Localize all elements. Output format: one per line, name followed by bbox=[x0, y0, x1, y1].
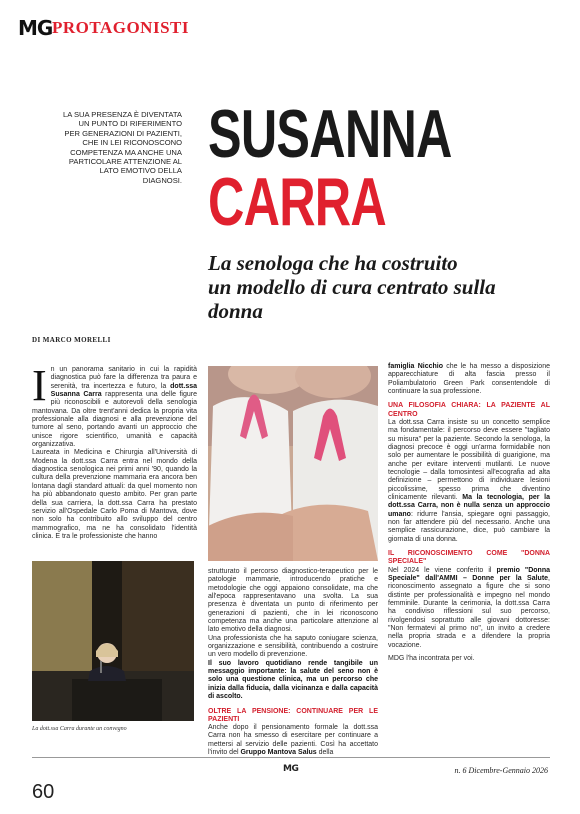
paragraph: Laureata in Medicina e Chirurgia all'Università di Modena la dott.ssa Carra entra nel mondo della diagnostica senologica nei primi anni '90, quando la cultura della prevenzione mammaria era ancora ben lontana dagli standard attuali: da quel momento non ha più abbandonato questo ambito. Per gran parte della sua carriera, la dott.ssa Carra ha prestato servizio all'Ospedale Carlo Poma di Mantova, dove non solo ha contribuito allo sviluppo del centro mammografico, ma ne ha consolidato l'identità clinica. E tra le professioniste che hanno bbox=[32, 449, 197, 540]
byline: DI MARCO MORELLI bbox=[32, 336, 111, 344]
paragraph: strutturato il percorso diagnostico-terapeutico per le patologie mammarie, introducendo pratiche e metodologie che oggi appaiono consolidate, ma che all'epoca rappresentavano una svolta. La sua presenza è diventata un punto di riferimento per generazioni di pazienti, che in lei riconoscono competenza ma anche una particolare attenzione al lato emotivo della diagnosi. bbox=[208, 568, 378, 634]
text-run: La dott.ssa Carra insiste su un concetto semplice ma fondamentale: il percorso deve essere "tagliato su misura" per la paziente. Secondo la senologa, la diagnosi precoce è oggi un'arma formidabile non solo per aumentare le possibilità di guarigione, ma anche per evitare interventi mutilanti. Le nuove tecnologie – dalla tomosintesi all'ecografia ad alta definizione – permettono di individuare lesioni piccolissime, spesso prima che diventino clinicamente rilevanti. bbox=[388, 418, 550, 502]
text-run: n un panorama sanitario in cui la rapidità diagnostica può fare la differenza tra paura e serenità, tra incertezza e futuro, la bbox=[50, 366, 197, 390]
text-run: Nel 2024 le viene conferito il bbox=[388, 566, 497, 574]
text-bold: dott.ssa Susanna Carra bbox=[50, 382, 197, 399]
text-bold: Il suo lavoro quotidiano rende tangibile un messaggio importante: la salute del seno non è solo una questione clinica, ma un percorso che inizia dalla fiducia, dalla vicinanza e dalla capacità di ascolto. bbox=[208, 659, 378, 701]
magazine-logo: MG bbox=[18, 16, 53, 40]
paragraph: MDG l'ha incontrata per voi. bbox=[388, 655, 475, 663]
text-run: Anche dopo il pensionamento formale la dott.ssa Carra non ha smesso di esercitare per continuare a mettersi al servizio delle pazienti. Così ha accettato l'invito del bbox=[208, 724, 378, 757]
text-bold: famiglia Nicchio bbox=[388, 363, 443, 370]
paragraph: Una professionista che ha saputo coniugare scienza, organizzazione e sensibilità, contribuendo a costruire un vero modello di prevenzione. bbox=[208, 634, 378, 659]
paragraph bbox=[208, 660, 378, 702]
pull-quote: LA SUA PRESENZA È DIVENTATA UN PUNTO DI RIFERIMENTO PER GENERAZIONI DI PAZIENTI, CHE IN LEI RICONOSCONO COMPETENZA MA ANCHE UNA PARTICOLARE ATTENZIONE AL LATO EMOTIVO DELLA DIAGNOSI. bbox=[62, 110, 182, 185]
headline-last-name: CARRA bbox=[208, 164, 387, 240]
text-run: rappresenta una delle figure più riconoscibili e autorevoli della senologia mantovana. Da oltre trent'anni dedica la propria vita professionale alla diagnosi e alla prevenzione del tumore al seno, portando avanti un approccio che unisce rigore scientifico, umanità e capacità organizzativa. bbox=[32, 391, 197, 449]
subheading: OLTRE LA PENSIONE: CONTINUARE PER LE PAZIENTI bbox=[208, 707, 378, 723]
pink-ribbon-photo bbox=[208, 366, 378, 561]
issue-info: n. 6 Dicembre-Gennaio 2026 bbox=[454, 766, 548, 775]
paragraph bbox=[32, 361, 197, 449]
article-column-3 bbox=[388, 363, 550, 664]
paragraph bbox=[388, 363, 550, 396]
footer-divider bbox=[32, 757, 550, 758]
paragraph bbox=[388, 567, 550, 650]
text-run: che le ha messo a disposizione apparecchiature di alta fascia presso il Poliambulatorio Green Park consentendole di continuare la sua professione. bbox=[388, 363, 550, 396]
footer-logo: MG bbox=[283, 764, 299, 774]
text-bold: Gruppo Mantova Salus bbox=[240, 749, 317, 757]
text-run: , riconoscimento assegnato a figure che si sono distinte per professionalità e impegno nel mondo femminile. Durante la cerimonia, la dott.ssa Carra ha condiviso riflessioni sul suo percorso, rivolgendosi soprattutto alle giovani dottoresse: "Non fermatevi al primo no", un invito a credere nella propria strada e a difendere la propria vocazione. bbox=[388, 575, 550, 649]
article-column-2 bbox=[208, 568, 378, 757]
text-bold: Ma la tecnologia, per la dott.ssa Carra, non è nulla senza un approccio umano bbox=[388, 494, 550, 518]
paragraph bbox=[388, 419, 550, 544]
subheading: IL RICONOSCIMENTO COME "DONNA SPECIALE" bbox=[388, 550, 550, 566]
article-column-1 bbox=[32, 361, 197, 541]
text-run: della bbox=[316, 749, 334, 757]
text-bold: premio "Donna Speciale" dall'AMMI – Donne per la Salute bbox=[388, 566, 550, 583]
speaker-illustration bbox=[32, 561, 194, 721]
paragraph bbox=[208, 724, 378, 757]
subtitle-line-1: La senologa che ha costruito bbox=[208, 251, 458, 275]
subheading: UNA FILOSOFIA CHIARA: LA PAZIENTE AL CENTRO bbox=[388, 402, 550, 418]
section-title: PROTAGONISTI bbox=[52, 18, 189, 37]
headline-subtitle bbox=[208, 251, 548, 323]
page-number: 60 bbox=[32, 781, 55, 803]
subtitle-line-2: un modello di cura centrato sulla donna bbox=[208, 275, 496, 323]
text-run: : ridurre l'ansia, spiegare ogni passaggio, non far attendere più del necessario. Anche una semplice rassicurazione, dice, può cambiare la giornata di una donna. bbox=[388, 510, 550, 543]
conference-photo bbox=[32, 561, 194, 721]
drop-cap: I bbox=[32, 361, 47, 410]
headline-first-name: SUSANNA bbox=[208, 96, 452, 172]
pink-ribbon-illustration bbox=[208, 366, 378, 561]
photo-caption: La dott.ssa Carra durante un convegno bbox=[32, 726, 127, 732]
